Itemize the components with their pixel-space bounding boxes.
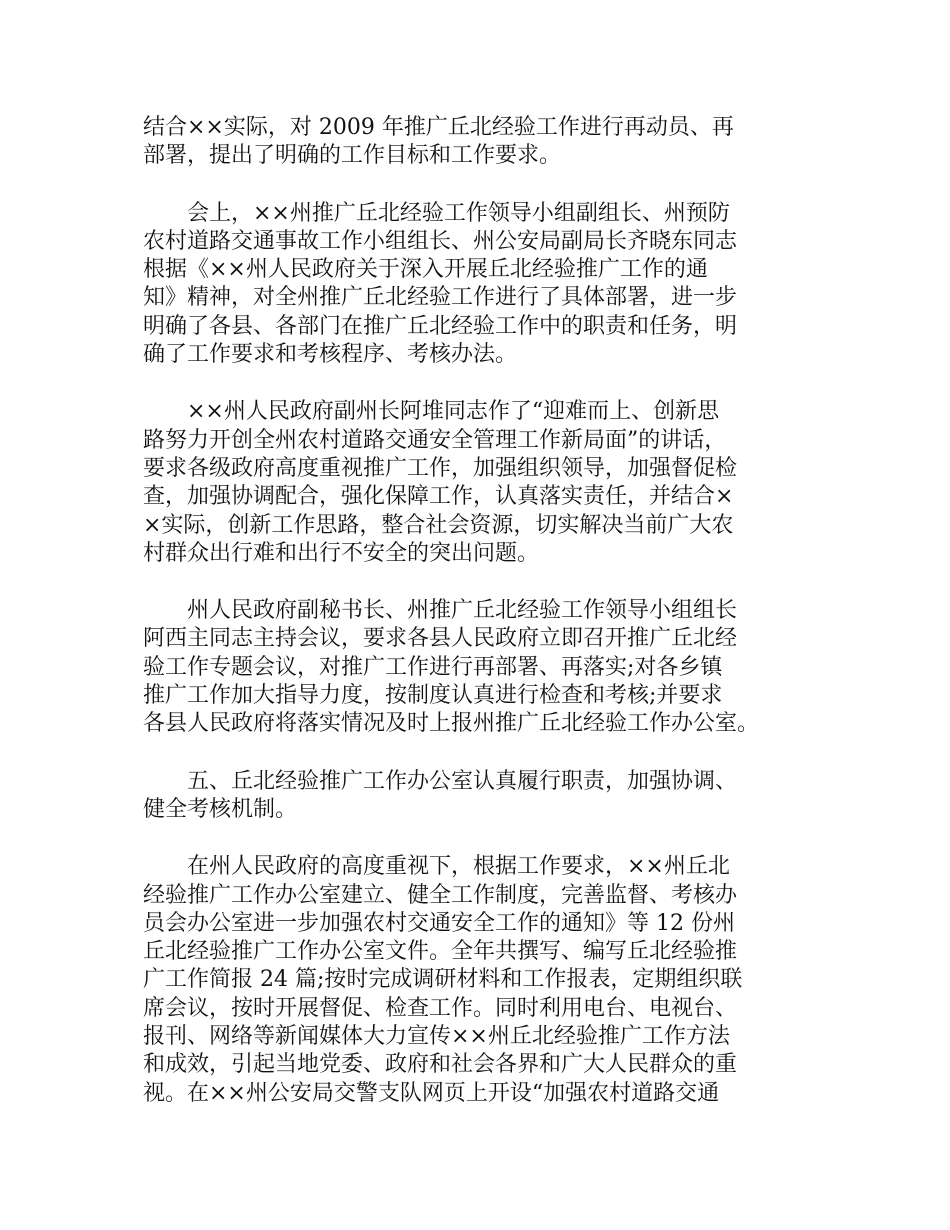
paragraph-4: 州人民政府副秘书长、州推广丘北经验工作领导小组组长 阿西主同志主持会议，要求各县人民政府立即召开推广丘北经 验工作专题会议，对推广工作进行再部署、再落实;对各乡镇 推广工作加大指导力度，按制度认真进行检查和考核;并要求 各县人民政府将落实情况及时上报州推广丘北经验工作办公室。 bbox=[143, 598, 760, 737]
document-body bbox=[143, 114, 833, 1137]
paragraph-1: 结合××实际，对 2009 年推广丘北经验工作进行再动员、再 部署，提出了明确的工作目标和工作要求。 bbox=[143, 115, 734, 169]
section-heading-5: 五、丘北经验推广工作办公室认真履行职责，加强协调、 健全考核机制。 bbox=[143, 768, 738, 822]
paragraph-2: 会上，××州推广丘北经验工作领导小组副组长、州预防 农村道路交通事故工作小组组长、州公安局副局长齐晓东同志 根据《××州人民政府关于深入开展丘北经验推广工作的通 知》精神，对全州推广丘北经验工作进行了具体部署，进一步 明确了各县、各部门在推广丘北经验工作中的职责和任务，明 确了工作要求和考核程序、考核办法。 bbox=[143, 200, 738, 368]
paragraph-3: ××州人民政府副州长阿堆同志作了“迎难而上、创新思 路努力开创全州农村道路交通安全管理工作新局面”的讲话， 要求各级政府高度重视推广工作，加强组织领导，加强督促检 查，加强协调配合，强化保障工作，认真落实责任，并结合× ×实际，创新工作思路，整合社会资源，切实解决当前广大农 村群众出行难和出行不安全的突出问题。 bbox=[143, 399, 738, 566]
paragraph-6: 在州人民政府的高度重视下，根据工作要求，××州丘北 经验推广工作办公室建立、健全工作制度，完善监督、考核办 员会办公室进一步加强农村交通安全工作的通知》等 12 份州 丘北经验推广工作办公室文件。全年共撰写、编写丘北经验推 广工作简报 24 篇;按时完成调研材料和工作报表，定期组织联 席会议，按时开展督促、检查工作。同时利用电台、电视台、 报刊、网络等新闻媒体大力宣传××州丘北经验推广工作方法 和成效，引起当地党委、政府和社会各界和广大人民群众的重 视。在××州公安局交警支队网页上开设“加强农村道路交通 bbox=[143, 854, 743, 1106]
